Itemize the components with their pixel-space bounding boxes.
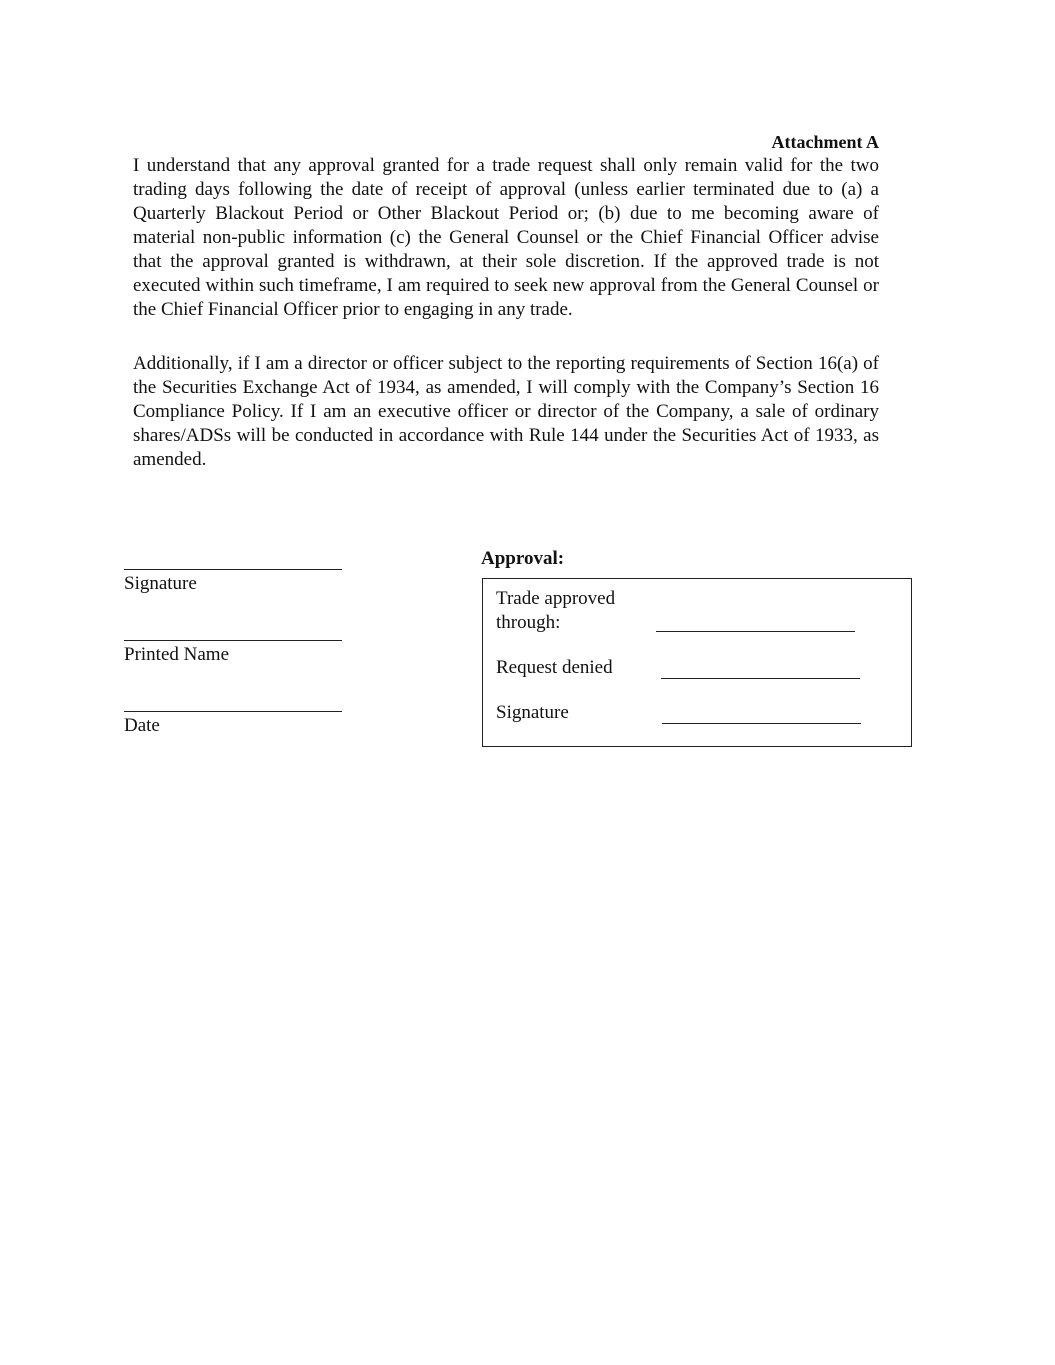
date-line[interactable]: [124, 711, 342, 712]
attachment-title: Attachment A: [771, 132, 879, 152]
date-label: Date: [124, 715, 160, 736]
date-field: [124, 711, 342, 738]
signature-line[interactable]: [124, 569, 342, 570]
signature-field: [124, 569, 342, 596]
request-denied-label: Request denied: [496, 657, 613, 678]
paragraph-approval-validity: I understand that any approval granted for a trade request shall only remain valid for the two trading days following the date of receipt of approval (unless earlier terminated due to (a) a Quarterly Blackout Period or Other Blackout Period or; (b) due to me becoming aware of material non-public information (c) the General Counsel or the Chief Financial Officer advise that the approval granted is withdrawn, at their sole discretion. If the approved trade is not executed within such timeframe, I am required to seek new approval from the General Counsel or the Chief Financial Officer prior to engaging in any trade.: [133, 155, 879, 320]
trade-approved-label: Trade approved through:: [496, 588, 616, 633]
request-denied-line[interactable]: [661, 678, 860, 679]
approval-signature-line[interactable]: [662, 723, 861, 724]
approval-signature-label: Signature: [496, 702, 569, 723]
printed-name-line[interactable]: [124, 640, 342, 641]
printed-name-label: Printed Name: [124, 644, 230, 665]
trade-approved-line[interactable]: [656, 631, 855, 632]
printed-name-field: [124, 640, 342, 667]
signature-label: Signature: [124, 573, 197, 594]
approval-box: [482, 578, 912, 747]
approval-heading: Approval:: [481, 548, 565, 569]
paragraph-section-16: Additionally, if I am a director or officer subject to the reporting requirements of Section 16(a) of the Securities Exchange Act of 1934, as amended, I will comply with the Company’s Section 16 Compliance Policy. If I am an executive officer or director of the Company, a sale of ordinary shares/ADSs will be conducted in accordance with Rule 144 under the Securities Act of 1933, as amended.: [133, 353, 879, 470]
